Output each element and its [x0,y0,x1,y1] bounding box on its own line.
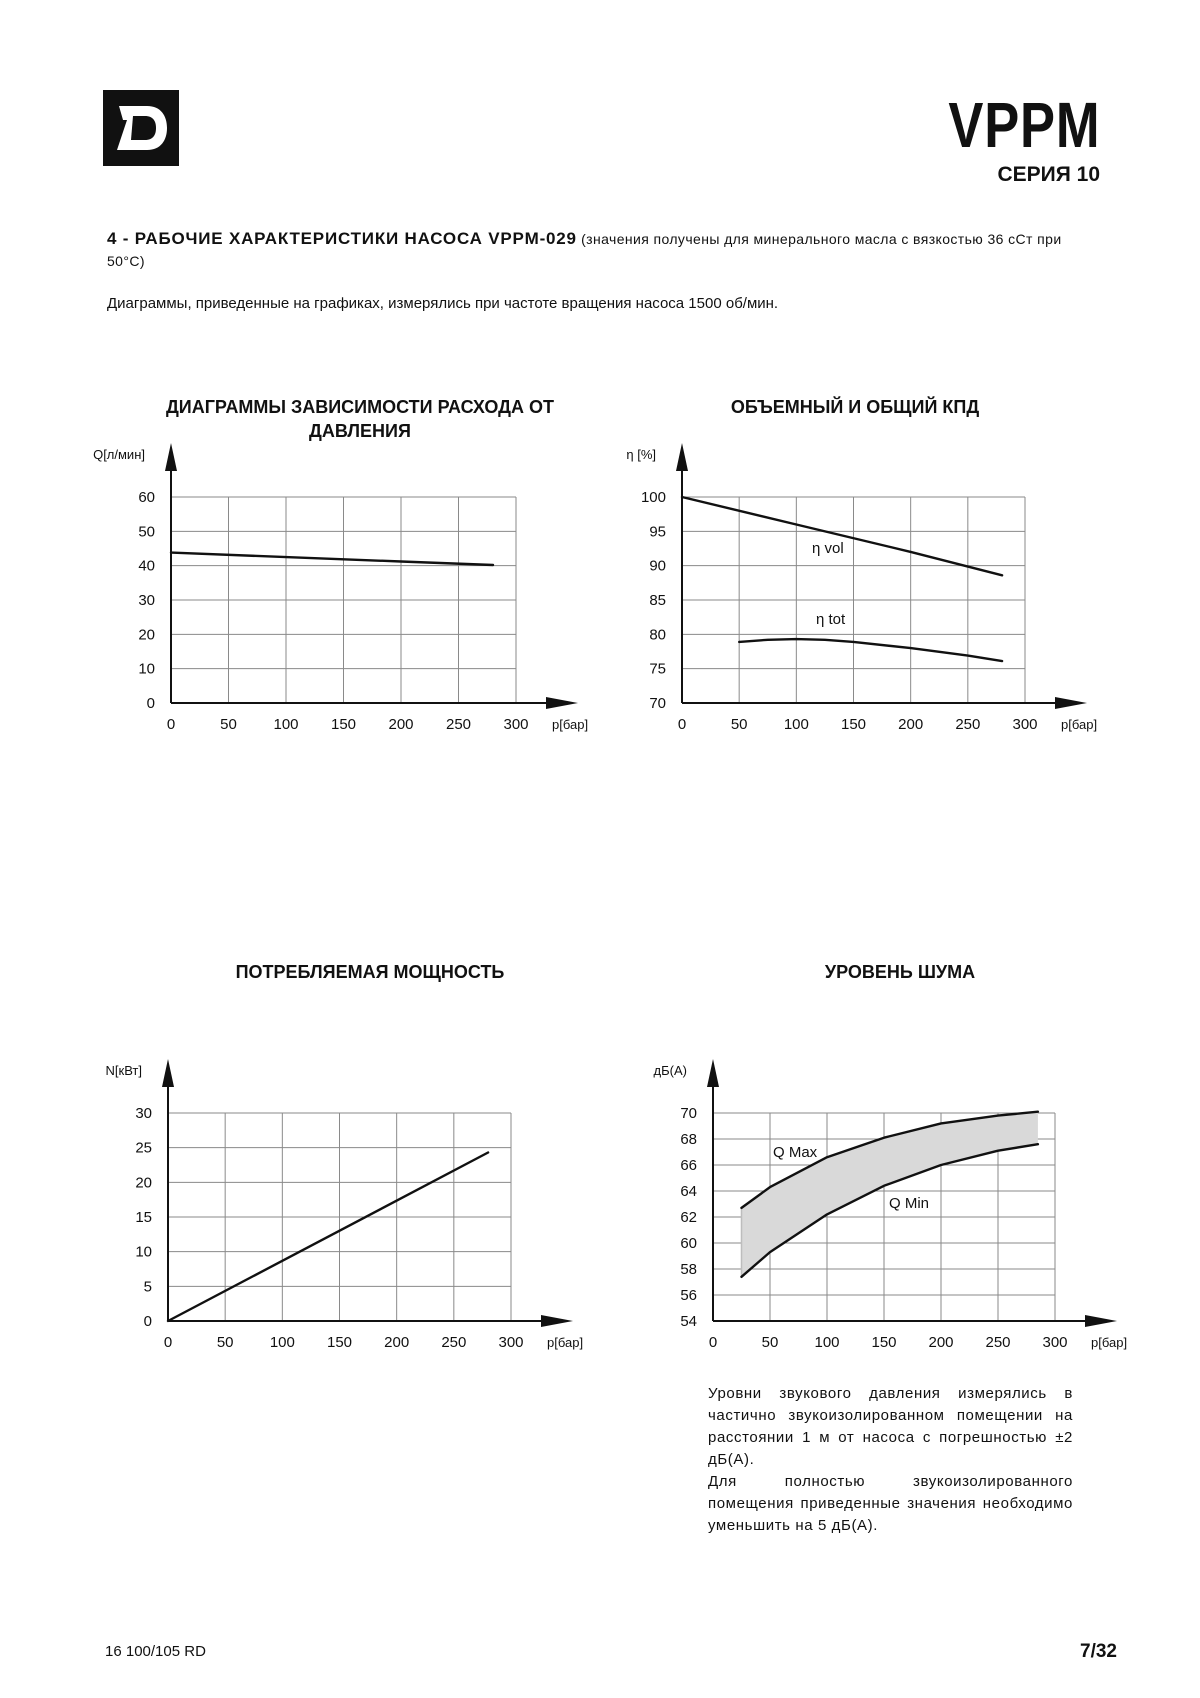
y-tick-label: 70 [680,1105,697,1122]
x-tick-label: 300 [503,716,529,733]
x-tick-label: 200 [388,716,414,733]
chart-3 [106,1059,584,1351]
y-tick-label: 62 [680,1209,697,1226]
y-tick-label: 75 [649,660,666,678]
series-label: η tot [816,611,846,628]
x-tick-label: 250 [445,716,472,733]
y-tick-label: 10 [135,1243,152,1261]
x-axis-label: p[бар] [1061,717,1098,732]
y-tick-label: 95 [649,523,666,541]
chart-1 [93,443,588,733]
x-tick-label: 100 [814,1334,840,1351]
x-axis-label: p[бар] [547,1335,584,1350]
y-tick-label: 54 [680,1313,697,1330]
x-tick-label: 300 [1042,1334,1068,1351]
x-tick-label: 300 [1012,716,1038,733]
x-axis-arrow [541,1315,573,1327]
y-tick-label: 20 [135,1174,152,1192]
x-tick-label: 50 [761,1334,779,1351]
y-tick-label: 70 [649,695,666,712]
x-tick-label: 0 [708,1334,718,1351]
y-tick-label: 0 [146,695,155,712]
y-axis-arrow [676,443,688,471]
y-tick-label: 0 [143,1313,152,1330]
series-line-1 [682,497,1002,575]
intro-text: Диаграммы, приведенные на графиках, измерялись при частоте вращения насоса 1500 об/мин. [107,295,779,312]
x-tick-label: 300 [498,1334,524,1351]
section-note: (значения получены для минерального масла с вязкостью 36 сСт при 50°С) [107,231,1062,269]
noise-note [708,1383,1073,1537]
chart-title-efficiency: ОБЪЕМНЫЙ И ОБЩИЙ КПД [730,397,980,417]
y-tick-label: 30 [138,592,155,609]
y-tick-label: 40 [138,557,155,575]
x-tick-label: 150 [871,1334,897,1351]
series-label: Q Max [773,1144,818,1161]
y-tick-label: 15 [135,1209,152,1226]
y-tick-label: 30 [135,1105,152,1122]
x-tick-label: 150 [330,716,357,733]
x-tick-label: 0 [163,1334,173,1351]
y-axis-label: η [%] [626,447,656,462]
y-axis-arrow [162,1059,174,1087]
x-tick-label: 100 [783,716,809,733]
y-tick-label: 58 [680,1261,697,1278]
chart-title-noise: УРОВЕНЬ ШУМА [824,962,976,982]
x-tick-label: 100 [273,716,299,733]
document-code: 16 100/105 RD [105,1643,206,1660]
x-tick-label: 50 [216,1334,234,1351]
y-tick-label: 50 [138,523,155,541]
x-tick-label: 100 [269,1334,295,1351]
y-tick-label: 68 [680,1131,697,1148]
y-tick-label: 85 [649,592,666,609]
y-tick-label: 25 [135,1139,152,1157]
y-axis-arrow [165,443,177,471]
brand-subtitle: СЕРИЯ 10 [997,163,1100,186]
x-tick-label: 200 [928,1334,954,1351]
section-title: 4 - РАБОЧИЕ ХАРАКТЕРИСТИКИ НАСОСА VPPM-029 [107,229,577,248]
x-axis-arrow [1055,697,1087,709]
x-tick-label: 150 [326,1334,353,1351]
y-tick-label: 60 [680,1235,697,1252]
y-tick-label: 66 [680,1157,697,1174]
series-label: Q Min [889,1195,930,1212]
noise-note-paragraph-1: Уровни звукового давления измерялись в частично звукоизолированном помещении на расстоянии 1 м от насоса с погрешностью ±2 дБ(А). [708,1385,1073,1468]
series-label: η vol [812,540,844,557]
noise-note-paragraph-2: Для полностью звукоизолированного помещения приведенные значения необходимо уменьшить на 5 дБ(А). [708,1473,1073,1534]
brand-title: VPPM [947,89,1100,161]
y-tick-label: 56 [680,1287,697,1304]
series-line-1 [168,1153,488,1322]
chart-title-flow: ДИАГРАММЫ ЗАВИСИМОСТИ РАСХОДА ОТ ДАВЛЕНИЯ [165,397,555,441]
y-tick-label: 10 [138,660,155,678]
y-tick-label: 20 [138,626,155,644]
x-tick-label: 150 [840,716,867,733]
x-tick-label: 200 [898,716,924,733]
y-axis-label: N[кВт] [105,1063,142,1078]
x-axis-label: p[бар] [552,717,589,732]
x-axis-label: p[бар] [1091,1335,1128,1350]
x-tick-label: 250 [441,1334,467,1351]
y-tick-label: 100 [640,489,666,506]
x-tick-label: 0 [166,716,176,733]
chart-title-power: ПОТРЕБЛЯЕМАЯ МОЩНОСТЬ [235,962,505,982]
y-axis-arrow [707,1059,719,1087]
series-line-2 [739,639,1002,661]
x-tick-label: 50 [730,716,748,733]
x-tick-label: 50 [220,716,237,733]
y-tick-label: 5 [143,1278,152,1296]
series-line-1 [171,553,493,565]
y-tick-label: 60 [138,489,155,506]
x-tick-label: 200 [384,1334,410,1351]
x-axis-arrow [546,697,578,709]
y-axis-label: дБ(А) [653,1063,687,1078]
y-tick-label: 90 [649,557,666,575]
x-tick-label: 0 [677,716,687,733]
x-tick-label: 250 [955,716,981,733]
y-axis-label: Q[л/мин] [93,447,145,462]
chart-2 [626,443,1097,733]
x-axis-arrow [1085,1315,1117,1327]
y-tick-label: 80 [649,626,666,644]
x-tick-label: 250 [985,1334,1011,1351]
y-tick-label: 64 [680,1183,697,1200]
page-number: 7/32 [1080,1641,1117,1662]
